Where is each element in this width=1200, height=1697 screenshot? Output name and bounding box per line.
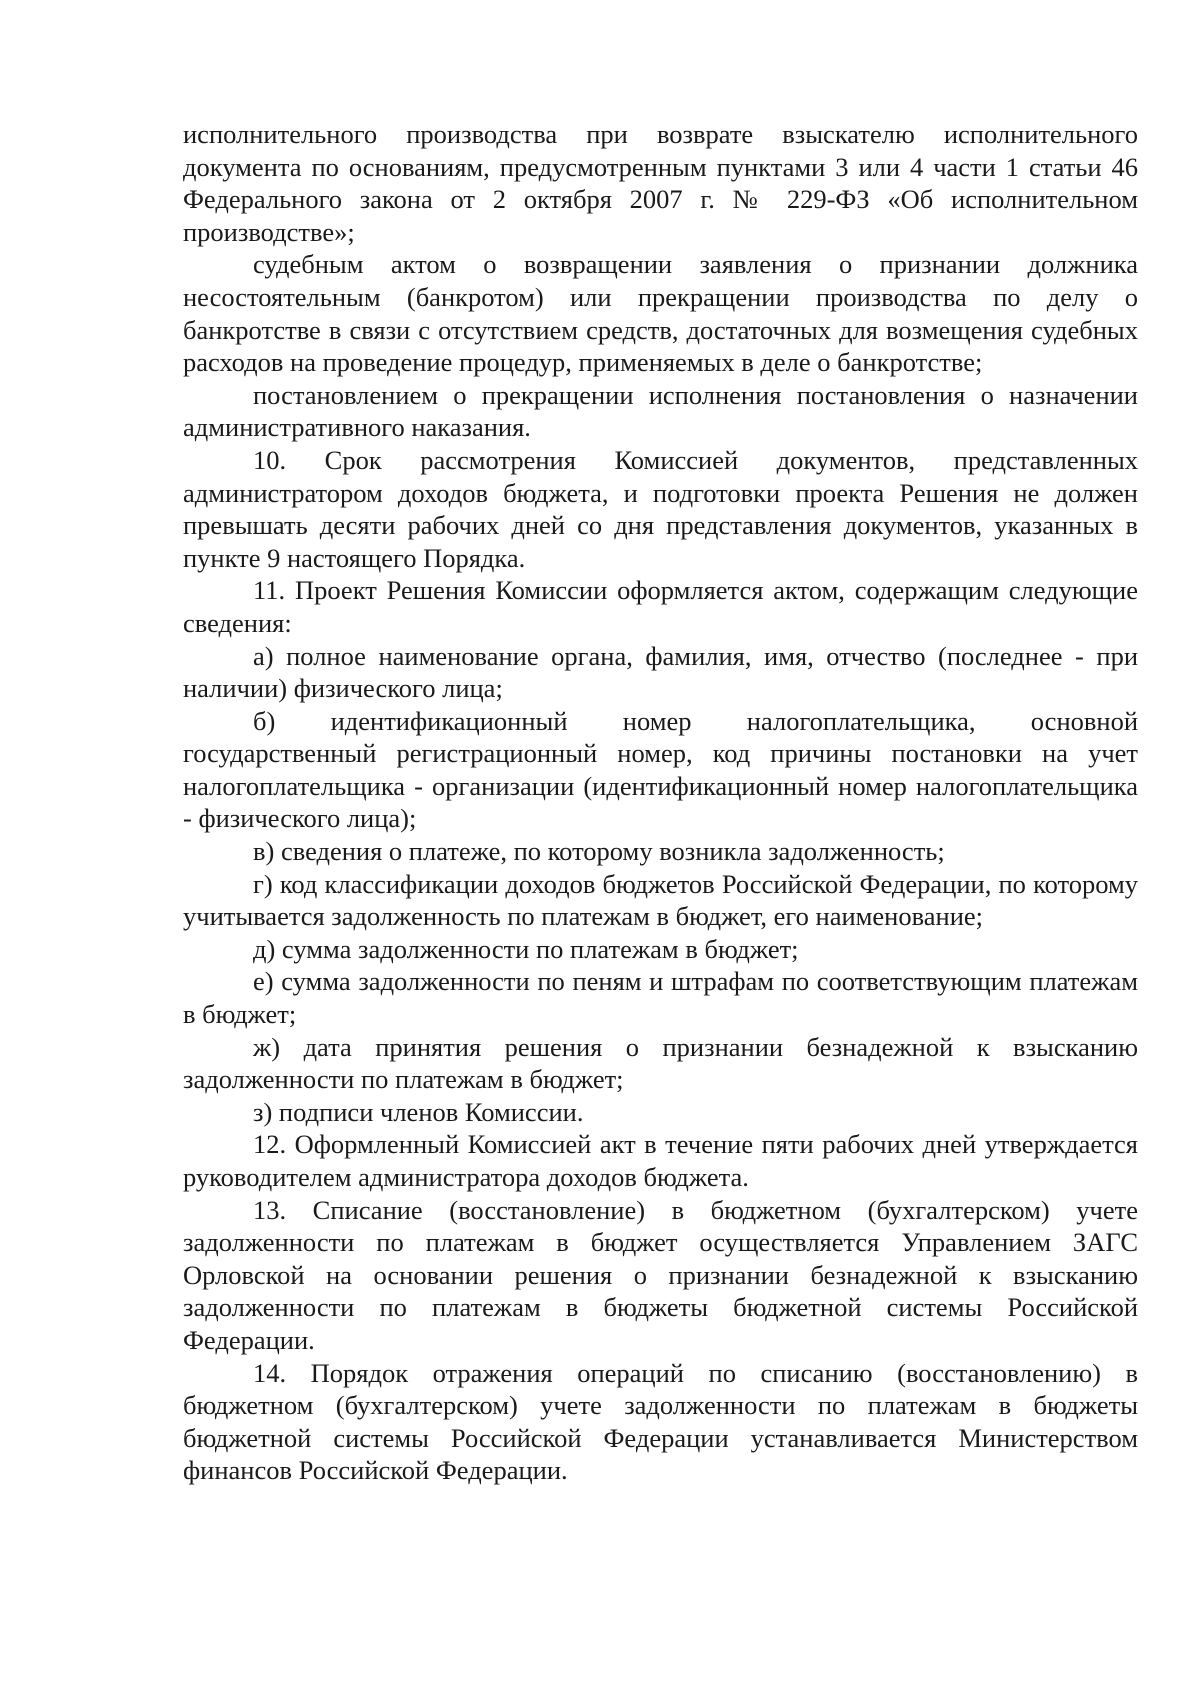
paragraph-resolution: постановлением о прекращении исполнения постановления о назначении административного наказания.	[183, 379, 1138, 443]
paragraph-subitem-v: в) сведения о платеже, по которому возникла задолженность;	[253, 836, 945, 867]
paragraph-item-11: 11. Проект Решения Комиссии оформляется актом, содержащим следующие сведения:	[183, 575, 1138, 638]
paragraph-item-10: 10. Срок рассмотрения Комиссией документов, представленных администратором доходов бюджета, и подготовки проекта Решения не должен превышать десяти рабочих дней со дня представления документов, указанных в пункте 9 настоящего Порядка.	[183, 444, 1138, 573]
paragraph-subitem-d: д) сумма задолженности по платежам в бюджет;	[253, 933, 799, 964]
paragraph-subitem-zh: ж) дата принятия решения о признании безнадежной к взысканию задолженности по платежам в бюджет;	[183, 1031, 1138, 1095]
paragraph-item-14: 14. Порядок отражения операций по списанию (восстановлению) в бюджетном (бухгалтерском) учете задолженности по платежам в бюджеты бюджетной системы Российской Федерации устанавливается Министерством финансов Российской Федерации.	[183, 1357, 1138, 1486]
paragraph-subitem-g: г) код классификации доходов бюджетов Российской Федерации, по которому учитывается задолженность по платежам в бюджет, его наименование;	[183, 868, 1138, 932]
paragraph-item-12: 12. Оформленный Комиссией акт в течение пяти рабочих дней утверждается руководителем администратора доходов бюджета.	[183, 1129, 1138, 1192]
paragraph-subitem-e: е) сумма задолженности по пеням и штрафам по соответствующим платежам в бюджет;	[183, 966, 1138, 1030]
paragraph-continuation: исполнительного производства при возврате взыскателю исполнительного документа по основаниям, предусмотренным пунктами 3 или 4 части 1 статьи 46 Федерального закона от 2 октября 2007 г. № 229-ФЗ «Об исполнительном производстве»;	[183, 119, 1138, 247]
paragraph-subitem-z: з) подписи членов Комиссии.	[253, 1096, 584, 1127]
paragraph-subitem-a: а) полное наименование органа, фамилия, имя, отчество (последнее - при наличии) физического лица;	[183, 640, 1138, 704]
paragraph-court-act: судебным актом о возвращении заявления о признании должника несостоятельным (банкротом) или прекращении производства по делу о банкротстве в связи с отсутствием средств, достаточных для возмещения судебных расходов на проведение процедур, применяемых в деле о банкротстве;	[183, 249, 1138, 378]
paragraph-subitem-b: б) идентификационный номер налогоплательщика, основной государственный регистрационный номер, код причины постановки на учет налогоплательщика - организации (идентификационный номер налогоплательщика - физического лица);	[183, 705, 1138, 834]
document-page	[183, 118, 1138, 1487]
paragraph-item-13: 13. Списание (восстановление) в бюджетном (бухгалтерском) учете задолженности по платежам в бюджет осуществляется Управлением ЗАГС Орловской на основании решения о признании безнадежной к взысканию задолженности по платежам в бюджеты бюджетной системы Российской Федерации.	[183, 1194, 1138, 1355]
